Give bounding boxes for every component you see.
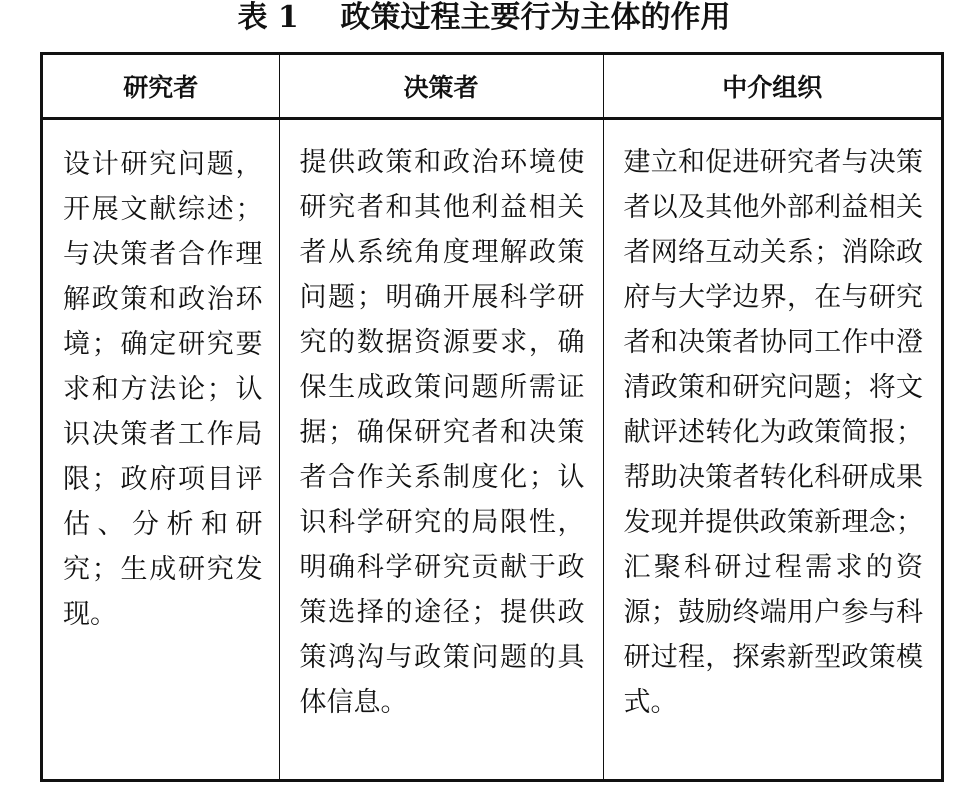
researcher-role-text: 设计研究问题，开展文献综述；与决策者合作理解政策和政治环境；确定研究要求和方法论；认识决策者工作局限；政府项目评估、分析和研究；生成研究发现。 <box>63 149 263 630</box>
roles-table <box>40 52 944 782</box>
header-policymaker: 决策者 <box>279 55 603 119</box>
intermediary-role-text: 建立和促进研究者与决策者以及其他外部利益相关者网络互动关系；消除政府与大学边界，在与研究者和决策者协同工作中澄清政策和研究问题；将文献评述转化为政策简报；帮助决策者转化科研成果发现并提供政策新理念；汇聚科研过程需求的资源；鼓励终端用户参与科研过程，探索新型政策模式。 <box>623 147 923 718</box>
roles-table-grid <box>43 55 941 779</box>
header-intermediary: 中介组织 <box>603 55 941 119</box>
cell-policymaker-role <box>279 119 603 780</box>
table-row <box>43 119 941 780</box>
cell-intermediary-role <box>603 119 941 780</box>
policymaker-role-text: 提供政策和政治环境使研究者和其他利益相关者从系统角度理解政策问题；明确开展科学研究的数据资源要求，确保生成政策问题所需证据；确保研究者和决策者合作关系制度化；认识科学研究的局限性，明确科学研究贡献于政策选择的途径；提供政策鸿沟与政策问题的具体信息。 <box>299 147 585 718</box>
header-researcher: 研究者 <box>43 55 279 119</box>
table-header-row <box>43 55 941 119</box>
table-caption: 表 1 政策过程主要行为主体的作用 <box>237 0 731 35</box>
cell-researcher-role <box>43 119 279 780</box>
